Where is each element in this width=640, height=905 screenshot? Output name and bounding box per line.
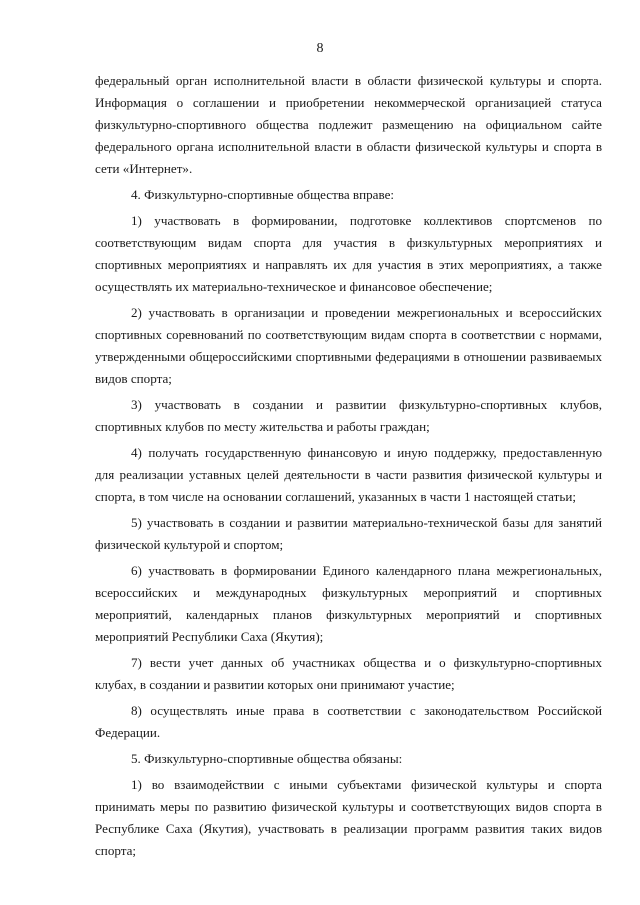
paragraph-right-1: 1) участвовать в формировании, подготовке коллективов спортсменов по соответствующим видам спорта для участия в физкультурных мероприятиях и спортивных мероприятиях и направлять их для участия в этих мероприятиях, а также осуществлять их материально-техническое и финансовое обеспечение; [95,213,602,294]
paragraph-right-2: 2) участвовать в организации и проведении межрегиональных и всероссийских спортивных соревнований по соответствующим видам спорта в соответствии с нормами, утвержденными общероссийскими спортивными федерациями в отношении развиваемых видов спорта; [95,305,602,386]
paragraph-right-3: 3) участвовать в создании и развитии физкультурно-спортивных клубов, спортивных клубов по месту жительства и работы граждан; [95,397,602,434]
paragraph-intro-continuation: федеральный орган исполнительной власти в области физической культуры и спорта. Информация о соглашении и приобретении некоммерческой организацией статуса физкультурно-спортивного общества подлежит размещению на официальном сайте федерального органа исполнительной власти в области физической культуры и спорта в сети «Интернет». [95,73,602,176]
paragraph-right-7: 7) вести учет данных об участниках общества и о физкультурно-спортивных клубах, в создании и развитии которых они принимают участие; [95,655,602,692]
paragraph-right-4: 4) получать государственную финансовую и иную поддержку, предоставленную для реализации уставных целей деятельности в части развития физической культуры и спорта, в том числе на основании соглашений, указанных в части 1 настоящей статьи; [95,445,602,504]
paragraph-right-6: 6) участвовать в формировании Единого календарного плана межрегиональных, всероссийских и международных физкультурных мероприятий и спортивных мероприятий, календарных планов физкультурных мероприятий и спортивных мероприятий Республики Саха (Якутия); [95,563,602,644]
page-number: 8 [316,41,324,56]
paragraph-section-4-heading: 4. Физкультурно-спортивные общества вправе: [131,187,395,202]
document-body [95,70,602,866]
paragraph-section-5-heading: 5. Физкультурно-спортивные общества обязаны: [131,751,403,766]
paragraph-right-5: 5) участвовать в создании и развитии материально-технической базы для занятий физической культурой и спортом; [95,515,602,552]
paragraph-duty-1: 1) во взаимодействии с иными субъектами физической культуры и спорта принимать меры по развитию физической культуры и соответствующих видов спорта в Республике Саха (Якутия), участвовать в реализации программ развития таких видов спорта; [95,777,602,858]
paragraph-right-8: 8) осуществлять иные права в соответствии с законодательством Российской Федерации. [95,703,602,740]
